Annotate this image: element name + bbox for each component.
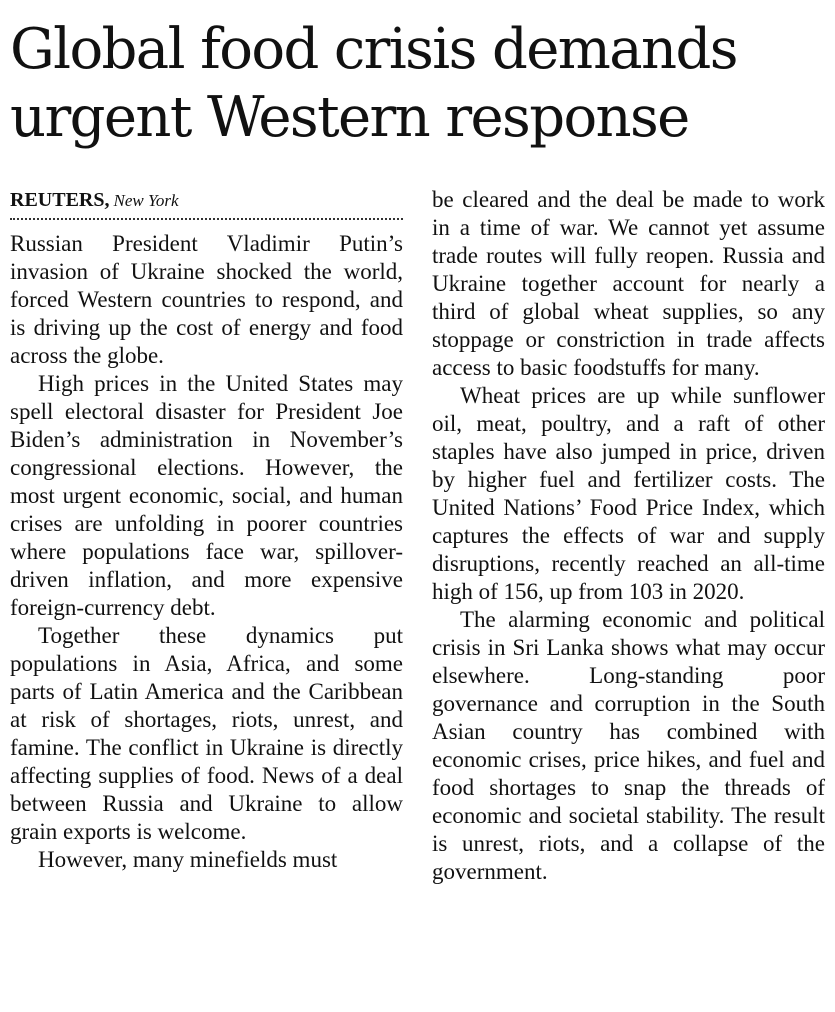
paragraph: The alarming economic and political crisis in Sri Lanka shows what may occur elsewhere. Long-standing poor governance and corruption in the South Asian country has combined with economic crises, price hikes, and fuel and food shortages to snap the threads of economic and societal stability. The result is unrest, riots, and a collapse of the government.: [432, 607, 825, 884]
byline-agency: REUTERS,: [10, 189, 110, 211]
paragraph: High prices in the United States may spell electoral disaster for President Joe Biden’s administration in November’s congressional elections. However, the most urgent economic, social, and human crises are unfolding in poorer countries where populations face war, spillover-driven inflation, and more expensive foreign-currency debt.: [10, 371, 403, 620]
headline: Global food crisis demands urgent Western response: [10, 17, 737, 150]
paragraph: be cleared and the deal be made to work in a time of war. We cannot yet assume trade routes will fully reopen. Russia and Ukraine together account for nearly a third of global wheat supplies, so any stoppage or constriction in trade affects access to basic foodstuffs for many.: [432, 187, 825, 380]
column-left: [10, 186, 403, 874]
column-right: [432, 186, 825, 886]
paragraph: Wheat prices are up while sunflower oil, meat, poultry, and a raft of other staples have also jumped in price, driven by higher fuel and fertilizer costs. The United Nations’ Food Price Index, which captures the effects of war and supply disruptions, recently reached an all-time high of 156, up from 103 in 2020.: [432, 383, 825, 604]
byline-location: New York: [113, 191, 179, 210]
paragraph: However, many minefields must: [38, 847, 338, 872]
paragraph: Together these dynamics put populations in Asia, Africa, and some parts of Latin America and the Caribbean at risk of shortages, riots, unrest, and famine. The conflict in Ukraine is directly affecting supplies of food. News of a deal between Russia and Ukraine to allow grain exports is welcome.: [10, 623, 403, 844]
byline-divider: [10, 218, 403, 220]
byline: [10, 186, 403, 214]
paragraph: Russian President Vladimir Putin’s invasion of Ukraine shocked the world, forced Western countries to respond, and is driving up the cost of energy and food across the globe.: [10, 231, 403, 368]
